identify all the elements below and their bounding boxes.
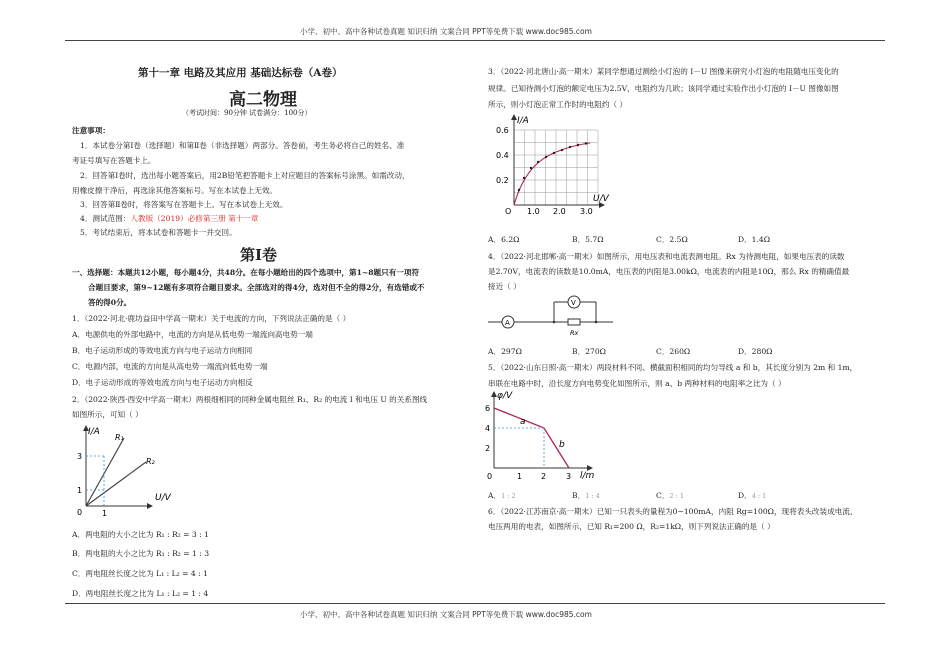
q2-label-r1: R₁ [115, 433, 124, 442]
page-footer: 小学、初中、高中各种试卷真题 知识归纳 文案合同 PPT等免费下载 www.doc985.com [300, 610, 592, 619]
q2-tick-1: 1 [77, 486, 83, 495]
note-2a: 2．回答第Ⅰ卷时，选出每小题答案后，用2B铅笔把答题卡上对应题目的答案标号涂黑。如需改动， [80, 171, 410, 180]
note-5: 5．考试结束后，将本试卷和答题卡一并交回。 [80, 228, 237, 237]
q5-tick-4: 4 [485, 424, 491, 433]
q5-potential-line [494, 408, 569, 468]
note-1a: 1．本试卷分第Ⅰ卷（选择题）和第Ⅱ卷（非选择题）两部分。答卷前，考生务必将自己的姓名、准 [80, 141, 405, 150]
q2-iu-graph [66, 422, 196, 522]
q5-tick-6: 6 [485, 404, 491, 413]
q5-stem-2: 串联在电路中时，沿长度方向电势变化如图所示，则 a、b 两种材料的电阻率之比为（ ） [488, 379, 786, 388]
q2-ylabel: I/A [88, 427, 100, 437]
q2-origin: 0 [77, 508, 83, 517]
q2-option-b: B．两电阻的大小之比为 R₁ : R₂ = 1 : 3 [72, 549, 210, 558]
q6-stem-1: 6．（2022·江苏南京·高一期末）已知一只表头的量程为0~100mA，内阻 Rg=100Ω，现将表头改装成电流、 [488, 507, 858, 516]
q2-tick-x1: 1 [102, 509, 108, 518]
q3-option-b: B．5.7Ω [572, 235, 604, 244]
q4-stem-3: 接近（ ） [488, 282, 521, 291]
q4-resistor [568, 319, 580, 325]
note-1b: 考证号填写在答题卡上。 [72, 156, 156, 165]
page-header: 小学、初中、高中各种试卷真题 知识归纳 文案合同 PPT等免费下载 www.doc985.com [300, 27, 592, 36]
q3-tick-x1: 1.0 [527, 207, 540, 216]
q5-stem-1: 5．（2022·山东日照·高一期末）两段材料不同、横截面积相同的均匀导线 a 和 b，其长度分别为 2m 和 1m， [488, 363, 858, 372]
q2-xlabel: U/V [155, 493, 171, 503]
q4-circuit [488, 290, 618, 340]
q6-stem-2: 电压两用的电表，如图所示，已知 R₁=200 Ω，R₂=1kΩ，则下列说法正确的是（ ） [488, 522, 775, 531]
q5-tick-2: 2 [485, 444, 491, 453]
part1-line2: 合题目要求，第9~12题有多项符合题目要求。全部选对的得4分，选对但不全的得2分，有选错或不 [88, 283, 425, 292]
note-3: 3．回答第Ⅱ卷时，将答案写在答题卡上。写在本试卷上无效。 [80, 200, 288, 209]
q1-option-d: D．电子运动形成的等效电流方向与电子运动方向相反 [72, 378, 253, 387]
q5-xlabel: l/m [580, 471, 595, 481]
notes-heading: 注意事项： [72, 126, 110, 135]
part1-line1: 一、选择题：本题共12小题，每小题4分，共48分。在每小题给出的四个选项中，第1~8题只有一项符 [72, 268, 420, 277]
q3-tick-02: 0.2 [496, 176, 509, 185]
q2-tick-3: 3 [77, 452, 83, 461]
q5-origin: 0 [487, 472, 493, 481]
q3-option-c: C．2.5Ω [656, 235, 688, 244]
q3-ylabel: I/A [517, 116, 529, 126]
note-4 [80, 214, 258, 225]
q3-stem-1: 3．（2022·河北唐山·高一期末）某同学想通过测绘小灯泡的 I－U 图像来研究小灯泡的电阻随电压变化的 [488, 67, 839, 76]
section-title: 第Ⅰ卷 [240, 246, 278, 264]
part1-line3: 答的得0分。 [88, 298, 132, 307]
q3-iu-graph [486, 110, 621, 225]
q5-option-a: A．1 : 2 [488, 491, 516, 500]
q5-option-d-value: 4 : 1 [751, 492, 767, 500]
q5-tick-x1: 1 [517, 472, 523, 481]
note-4-scope: 人教版（2019）必修第三册 第十一章 [130, 214, 259, 223]
exam-info: （考试时间：90分钟 试卷满分：100分） [182, 109, 312, 117]
q2-stem-1: 2．（2022·陕西·西安中学高一期末）两根细相同的同种金属电阻丝 R₁、R₂ 的电流 I 和电压 U 的关系图线 [72, 395, 428, 404]
q4-rx-label: Rx [570, 329, 579, 337]
q5-option-c: C．2 : 1 [656, 491, 684, 500]
q2-label-r2: R₂ [146, 457, 155, 466]
note-2b: 用橡皮擦干净后，再选涂其他答案标号。写在本试卷上无效。 [72, 186, 278, 195]
q4-option-b: B．270Ω [572, 347, 606, 356]
note-4-prefix: 4．测试范围： [80, 214, 131, 223]
q4-option-a: A．297Ω [488, 347, 522, 356]
q3-tick-x2: 2.0 [553, 207, 566, 216]
q3-stem-3: 所示，则小灯泡正常工作时的电阻约（ ） [488, 100, 628, 109]
q3-xlabel: U/V [593, 194, 609, 204]
q3-tick-04: 0.4 [496, 151, 509, 160]
q3-origin: O [505, 207, 512, 216]
q4-stem-2: 是2.70V，电流表的读数是10.0mA，电压表的内阻是3.00kΩ，电流表的内阻是10Ω，那么 Rx 的精确值最 [488, 267, 850, 276]
q2-option-d: D．两电阻丝长度之比为 L₁ : L₂ = 1 : 4 [72, 589, 209, 598]
q2-option-c: C．两电阻丝长度之比为 L₁ : L₂ = 4 : 1 [72, 569, 208, 578]
q4-option-c: C．260Ω [656, 347, 691, 356]
q4-stem-1: 4．（2022·河北邯郸·高一期末）如图所示，用电压表和电流表测电阻。Rx 为待测电阻，如果电压表的读数 [488, 252, 845, 261]
footer-rule [65, 603, 885, 604]
q4-option-d: D．280Ω [738, 347, 773, 356]
q5-ylabel: φ/V [497, 391, 513, 401]
q5-option-b: B．1 : 4 [572, 491, 600, 500]
q5-tick-x2: 2 [541, 472, 547, 481]
chapter-title: 第十一章 电路及其应用 基础达标卷（A卷） [138, 67, 343, 79]
q5-option-d: D．4 : 1 [738, 491, 767, 500]
q5-tick-x3: 3 [566, 472, 572, 481]
q5-label-a: a [520, 417, 526, 427]
q3-curve [514, 143, 590, 205]
q5-potential-graph [484, 388, 604, 484]
q1-option-c: C．电源内部，电流的方向是从高电势一端流向低电势一端 [72, 362, 268, 371]
q5-label-b: b [559, 440, 565, 450]
q2-stem-2: 如图所示，可知（ ） [72, 410, 143, 419]
q5-option-a-value: 1 : 2 [501, 492, 516, 500]
q4-voltmeter-label: V [571, 299, 576, 307]
q2-line-r1 [86, 438, 124, 506]
q2-option-a: A．两电阻的大小之比为 R₁ : R₂ = 3 : 1 [72, 530, 209, 539]
q3-option-a: A．6.2Ω [488, 235, 520, 244]
q3-option-d: D．1.4Ω [738, 235, 771, 244]
q5-option-c-value: 2 : 1 [669, 492, 684, 500]
q3-tick-x3: 3.0 [580, 207, 593, 216]
subject-title: 高二物理 [229, 90, 297, 110]
q3-tick-06: 0.6 [496, 126, 509, 135]
q5-option-b-value: 1 : 4 [585, 492, 600, 500]
q4-ammeter-label: A [505, 319, 510, 327]
header-rule [65, 40, 885, 41]
q1-stem: 1．（2022·河北·鹿坊益田中学高一期末）关于电流的方向，下列说法正确的是（ ） [72, 314, 351, 323]
q3-stem-2: 规律。已知待测小灯泡的额定电压为2.5V，电阻约为几欧；该同学通过实验作出小灯泡的 I－U 图像如图 [488, 84, 839, 93]
q2-line-r2 [86, 462, 146, 506]
q3-grid [514, 130, 598, 205]
q1-option-b: B．电子运动形成的等效电流方向与电子运动方向相同 [72, 346, 253, 355]
q1-option-a: A．电源供电的外部电路中，电流的方向是从低电势一端流向高电势一端 [72, 330, 313, 339]
